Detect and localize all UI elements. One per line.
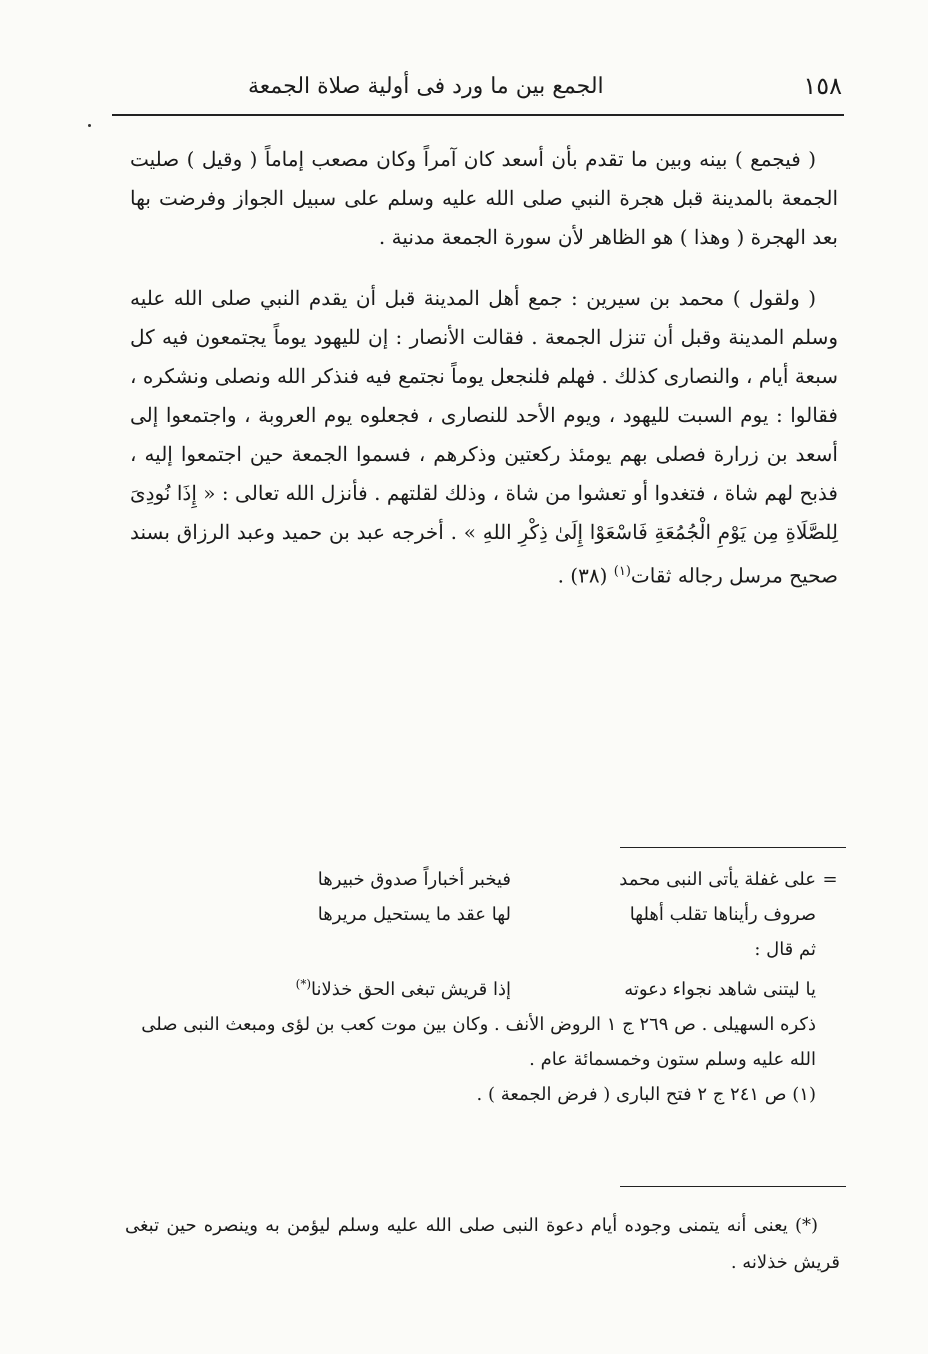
verse-2-first-hemistich: صروف رأيناها تقلب أهلها (629, 904, 816, 925)
verse-3-second-hemistich (125, 967, 511, 1007)
paragraph-2-tail: (٣٨) . (557, 563, 614, 588)
star-ref: (*) (295, 977, 312, 991)
star-note (125, 1207, 840, 1281)
paragraph-1: ( فيجمع ) بينه وبين ما تقدم بأن أسعد كان آمراً وكان مصعب إماماً ( وقيل ) صليت الجمعة بالمدينة قبل هجرة النبي صلى الله عليه وسلم على سبيل الجواز وفرضت بها بعد الهجرة ( وهذا ) هو الظاهر لأن سورة الجمعة مدنية . (130, 147, 838, 249)
page-header (118, 66, 848, 106)
star-note-text: (*) يعنى أنه يتمنى وجوده أيام دعوة النبى صلى الله عليه وسلم ليؤمن به وينصره حين تبغى قريش خذلانه . (125, 1215, 840, 1273)
paragraph-2 (130, 279, 838, 596)
continuation-mark: = (822, 869, 838, 890)
verse-3-second-text: إذا قريش تبغى الحق خذلانا (311, 979, 511, 1000)
notes-rule (620, 847, 846, 848)
paragraph-2-text: ( ولقول ) محمد بن سيرين : جمع أهل المدينة قبل أن يقدم النبي صلى الله عليه وسلم المدينة وقبل أن تنزل الجمعة . فقالت الأنصار : إن لليهود يوماً يجتمعون فيه كل سبعة أيام ، والنصارى كذلك . فهلم فلنجعل يوماً نجتمع فيه فنذكر الله ونصلى ونشكره ، فقالوا : يوم السبت لليهود ، ويوم الأحد للنصارى ، فجعلوه يوم العروبة ، واجتمعوا إلى أسعد بن زرارة فصلى بهم يومئذ ركعتين وذكرهم ، فسموا الجمعة حين اجتمعوا إليه ، فذبح لهم شاة ، فتغدوا أو تعشوا من شاة ، وذلك لقلتهم . فأنزل الله تعالى : « إِذَا نُودِىَ لِلصَّلَاةِ مِن يَوْمِ الْجُمُعَةِ فَاسْعَوْا إِلَىٰ ذِكْرِ اللهِ » . أخرجه عبد بن حميد وعبد الرزاق بسند صحيح مرسل رجاله ثقات (130, 286, 838, 588)
main-text (130, 140, 838, 596)
source-line: ذكره السهيلى . ص ٢٦٩ ج ١ الروض الأنف . وكان بين موت كعب بن لؤى ومبعث النبى صلى الله عليه وسلم ستون وخمسمائة عام . (141, 1014, 816, 1070)
running-title: الجمع بين ما ورد فى أولية صلاة الجمعة (248, 73, 604, 99)
verse-1-first-hemistich: على غفلة يأتى النبى محمد (619, 869, 816, 890)
verse-1-second-hemistich: فيخبر أخباراً صدوق خبيرها (317, 869, 511, 890)
verse-row-1 (125, 862, 844, 897)
verse-3-first-hemistich: يا ليتنى شاهد نجواء دعوته (624, 979, 816, 1000)
page-number: ١٥٨ (803, 72, 842, 100)
verse-row-3 (125, 967, 844, 1007)
footnote-1: (١) ص ٢٤١ ج ٢ فتح البارى ( فرض الجمعة ) . (476, 1084, 816, 1105)
footnote-ref: (١) (613, 564, 631, 579)
notes-section (125, 862, 844, 1112)
star-note-rule (620, 1186, 846, 1187)
header-rule (112, 114, 844, 116)
verse-2-second-hemistich: لها عقد ما يستحيل مريرها (317, 904, 511, 925)
verse-row-2 (125, 897, 844, 932)
then-said-line: ثم قال : (754, 939, 816, 960)
speck (88, 124, 91, 127)
